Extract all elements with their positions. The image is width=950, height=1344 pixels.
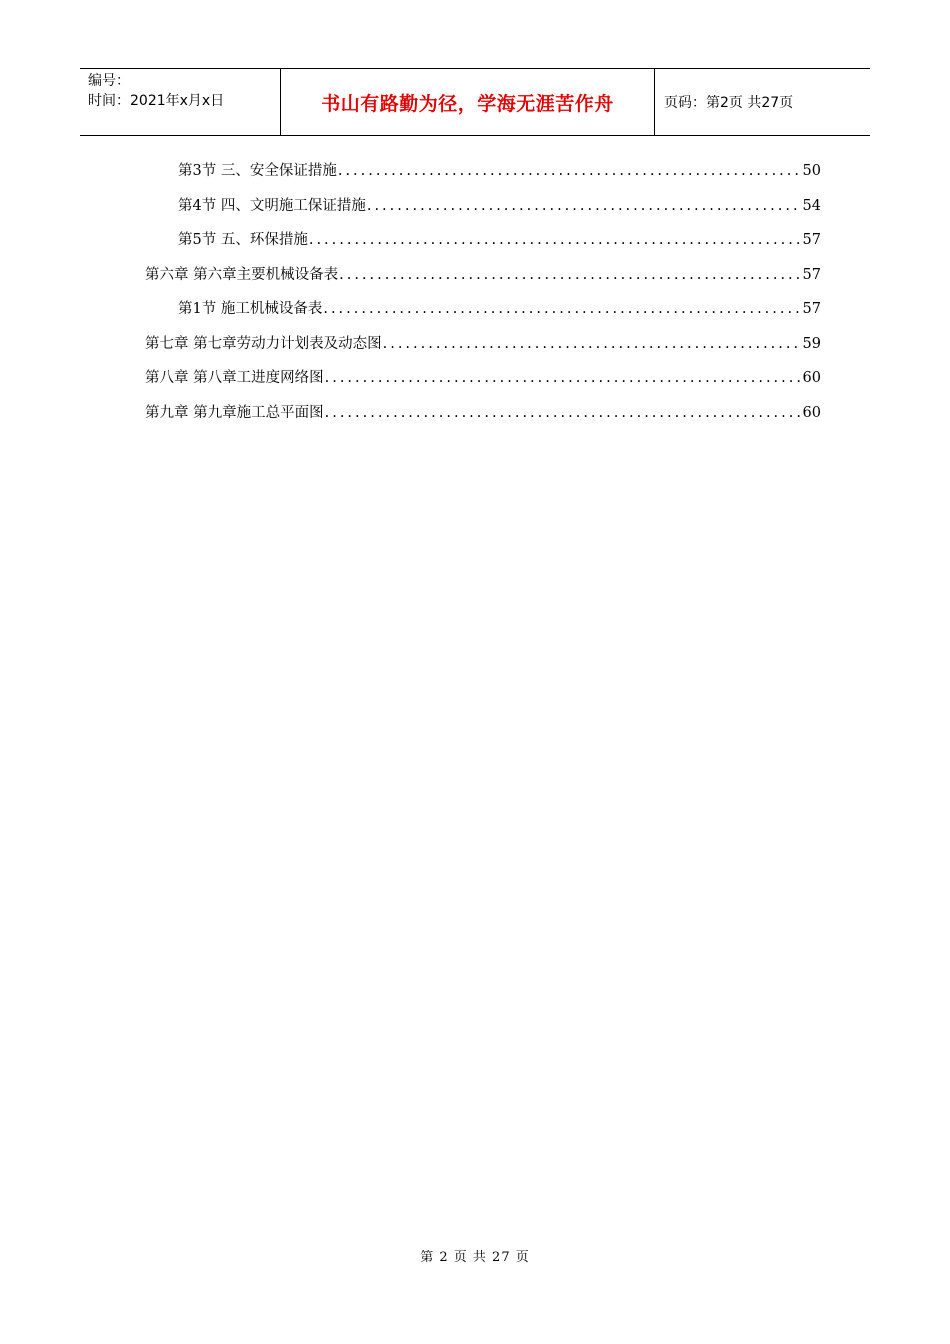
toc-entry-page: 54 [802,198,821,214]
header-motto-cell [281,69,655,135]
footer-page-number: 第 2 页 共 27 页 [420,1250,530,1265]
toc-entry-label: 第八章 第八章工进度网络图 [145,370,324,386]
time-label: 时间：2021年x月x日 [88,93,225,109]
motto-text: 书山有路勤为径，学海无涯苦作舟 [321,92,614,115]
toc-entry-label: 第3节 三、安全保证措施 [178,163,337,179]
toc-leader-dots [325,401,801,425]
document-header [80,68,870,136]
toc-entry-page: 57 [802,232,821,248]
toc-entry-label: 第六章 第六章主要机械设备表 [145,267,339,283]
toc-entry-page: 57 [802,267,821,283]
toc-entry[interactable] [145,366,821,390]
toc-entry-label: 第5节 五、环保措施 [178,232,308,248]
page-footer [0,1246,950,1265]
toc-entry-label: 第4节 四、文明施工保证措施 [178,198,366,214]
toc-entry[interactable] [178,228,821,252]
toc-entry-label: 第九章 第九章施工总平面图 [145,405,324,421]
number-label: 编号： [88,73,130,89]
toc-leader-dots [338,159,801,183]
toc-entry[interactable] [145,401,821,425]
toc-entry-page: 60 [802,405,821,421]
toc-leader-dots [383,332,801,356]
toc-entry-page: 50 [802,163,821,179]
toc-leader-dots [309,228,801,252]
toc-leader-dots [323,297,800,321]
toc-leader-dots [339,263,800,287]
header-meta-cell [80,69,281,135]
toc-entry[interactable] [145,332,821,356]
toc-entry[interactable] [178,297,821,321]
toc-entry-label: 第七章 第七章劳动力计划表及动态图 [145,336,382,352]
toc-entry[interactable] [178,194,821,218]
toc-leader-dots [367,194,801,218]
toc-entry[interactable] [145,263,821,287]
toc-entry-page: 59 [802,336,821,352]
toc-entry-label: 第1节 施工机械设备表 [178,301,323,317]
page-info: 页码：第2页 共27页 [664,95,794,111]
toc-leader-dots [325,366,801,390]
toc-entry-page: 57 [802,301,821,317]
header-page-cell [655,69,870,135]
toc-entry[interactable] [178,159,821,183]
toc-entry-page: 60 [802,370,821,386]
